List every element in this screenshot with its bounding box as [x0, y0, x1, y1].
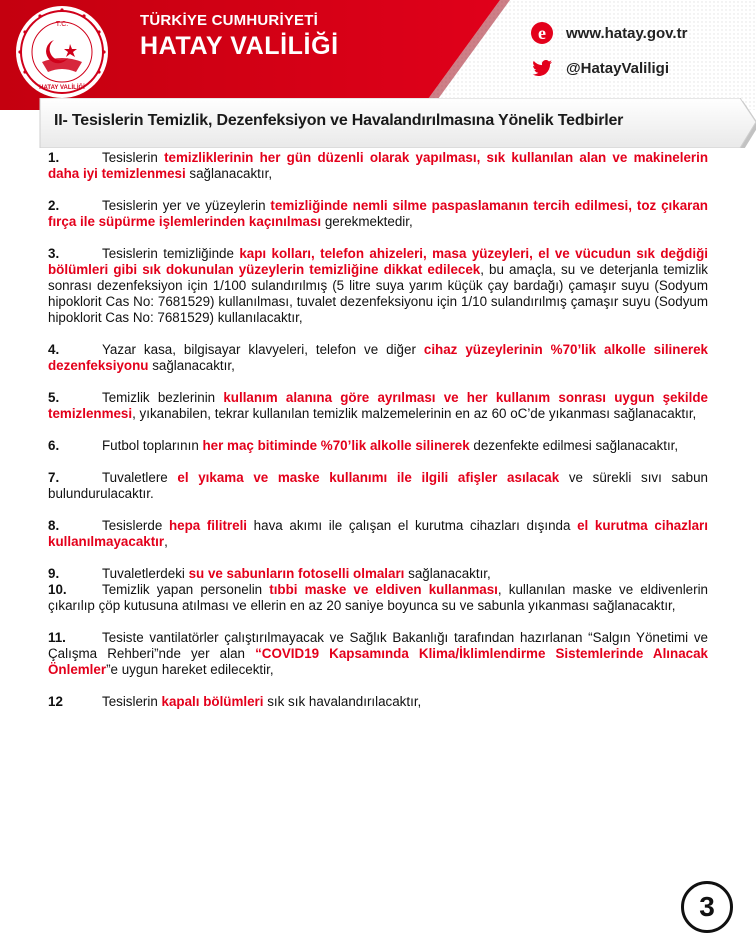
item-number: 8.: [48, 518, 60, 533]
svg-text:e: e: [538, 23, 546, 43]
twitter-link[interactable]: [530, 55, 669, 81]
website-url: www.hatay.gov.tr: [566, 24, 688, 42]
highlighted-text: cihaz yüzeylerinin %70’lik alkolle silinerek dezenfeksiyonu: [48, 342, 708, 373]
item-spacer: [48, 422, 708, 438]
item-text: sağlanacaktır,: [404, 566, 491, 581]
highlighted-text: kapı kolları, telefon ahizeleri, masa yüzeyleri, el ve vücudun sık değdiği bölümleri gibi sık dokunulan yüzeylerin temizliğine dikkat edilecek: [48, 246, 708, 277]
item-text: Tesiste vantilatörler çalıştırılmayacak ve Sağlık Bakanlığı tarafından hazırlanan “Salgın Yönetimi ve Çalışma Rehberi”nde yer alan: [48, 630, 708, 661]
seal-bottom-text: HATAY VALİLİĞİ: [39, 85, 85, 91]
item-number: 3.: [48, 246, 60, 261]
item-text: ”e uygun hareket edilecektir,: [106, 662, 274, 677]
list-item: [48, 694, 708, 710]
item-spacer: [48, 614, 708, 630]
item-text: ve sürekli sıvı sabun bulundurulacaktır.: [48, 470, 708, 501]
highlighted-text: hepa filitreli: [168, 518, 248, 533]
twitter-handle: @HatayValiligi: [566, 59, 670, 77]
item-spacer: [48, 678, 708, 694]
list-item: [48, 246, 708, 326]
item-text: , kullanılan maske ve eldivenlerin çıkarılıp çöp kutusuna atılması ve ellerin en az 20 saniye boyunca su ve sabunla yıkanması sağlanacaktır,: [48, 582, 709, 613]
item-text: Tesislerin yer ve yüzeylerin: [102, 198, 271, 213]
item-text: Yazar kasa, bilgisayar klavyeleri, telefon ve diğer: [102, 342, 424, 357]
page-title: II- Tesislerin Temizlik, Dezenfeksiyon ve Havalandırılmasına Yönelik Tedbirler: [54, 112, 624, 129]
item-text: , yıkanabilen, tekrar kullanılan temizlik malzemelerinin en az 60 oC’de yıkanması sağlanacaktır,: [132, 406, 697, 421]
website-link[interactable]: [530, 20, 687, 46]
hatay-valiligi-seal-logo: [14, 4, 110, 100]
item-text: gerekmektedir,: [321, 214, 413, 229]
republic-title: TÜRKİYE CUMHURİYETİ: [140, 12, 318, 29]
item-text: sağlanacaktır,: [185, 166, 273, 181]
item-number: 4.: [48, 342, 60, 357]
item-number: 7.: [48, 470, 60, 485]
item-text: sık sık havalandırılacaktır,: [263, 694, 422, 709]
list-item: [48, 342, 708, 374]
item-text: , bu amaçla, su ve deterjanla temizlik sonrası dezenfeksiyon için 1/100 sulandırılmış (5 litre suya yarım küçük çay bardağı) çamaşır suyu (Sodyum hipoklorit Cas No: 7681529) kullanılması, tuvalet dezenfeksiyonu için 1/10 sulandırılmış çamaşır suyu (Sodyum hipoklorit Cas No: 7681529) kullanılacaktır,: [48, 262, 708, 325]
measures-list: [48, 150, 708, 710]
highlighted-text: el yıkama ve maske kullanımı ile ilgili afişler asılacak: [177, 470, 560, 485]
highlighted-text: temizliklerinin her gün düzenli olarak yapılması, sık kullanılan alan ve makinelerin daha iyi temizlenmesi: [48, 150, 709, 181]
item-text: Temizlik yapan personelin: [102, 582, 270, 597]
internet-explorer-icon: [530, 21, 554, 45]
item-text: Tesislerin: [102, 150, 165, 165]
item-text: Tesislerin: [102, 694, 162, 709]
page-number: 3: [681, 881, 733, 933]
list-item: [48, 470, 708, 502]
item-spacer: [48, 454, 708, 470]
item-text: Tuvaletlerdeki: [102, 566, 189, 581]
highlighted-text: kapalı bölümleri: [161, 694, 264, 709]
item-spacer: [48, 550, 708, 566]
item-spacer: [48, 374, 708, 390]
item-spacer: [48, 182, 708, 198]
item-text: Tuvaletlere: [102, 470, 178, 485]
item-text: ,: [164, 534, 168, 549]
item-number: 5.: [48, 390, 60, 405]
highlighted-text: temizliğinde nemli silme paspaslamanın tercih edilmesi, toz çıkaran fırça ile süpürme işlemlerinden kaçınılması: [48, 198, 708, 229]
item-text: Futbol toplarının: [102, 438, 203, 453]
list-item: [48, 630, 708, 678]
item-spacer: [48, 326, 708, 342]
item-spacer: [48, 502, 708, 518]
highlighted-text: kullanım alanına göre ayrılması ve her kullanım sonrası uygun şekilde temizlenmesi: [48, 390, 708, 421]
highlighted-text: her maç bitiminde %70’lik alkolle silinerek: [202, 438, 470, 453]
item-spacer: [48, 230, 708, 246]
item-text: Tesislerde: [102, 518, 169, 533]
highlighted-text: tıbbi maske ve eldiven kullanması: [269, 582, 498, 597]
seal-top-text: T.C.: [55, 21, 69, 28]
item-text: sağlanacaktır,: [148, 358, 235, 373]
item-number: 9.: [48, 566, 60, 581]
item-number: 2.: [48, 198, 60, 213]
item-text: dezenfekte edilmesi sağlanacaktır,: [469, 438, 679, 453]
item-text: hava akımı ile çalışan el kurutma cihazları dışında: [247, 518, 578, 533]
item-text: Tesislerin temizliğinde: [102, 246, 240, 261]
list-item: [48, 438, 708, 454]
item-number: 11.: [48, 630, 66, 645]
item-text: Temizlik bezlerinin: [102, 390, 224, 405]
list-item: [48, 518, 708, 550]
highlighted-text: el kurutma cihazları kullanılmayacaktır: [48, 518, 708, 549]
list-item: [48, 582, 708, 614]
item-number: 12: [48, 694, 63, 709]
highlighted-text: su ve sabunların fotoselli olmaları: [188, 566, 405, 581]
twitter-bird-icon: [530, 56, 554, 80]
item-number: 6.: [48, 438, 60, 453]
list-item: [48, 150, 708, 182]
item-number: 1.: [48, 150, 60, 165]
governorship-title: HATAY VALİLİĞİ: [140, 32, 339, 60]
list-item: [48, 198, 708, 230]
list-item: [48, 566, 708, 582]
highlighted-text: “COVID19 Kapsamında Klima/İklimlendirme Sistemlerinde Alınacak Önlemler: [48, 646, 708, 677]
list-item: [48, 390, 708, 422]
item-number: 10.: [48, 582, 67, 597]
